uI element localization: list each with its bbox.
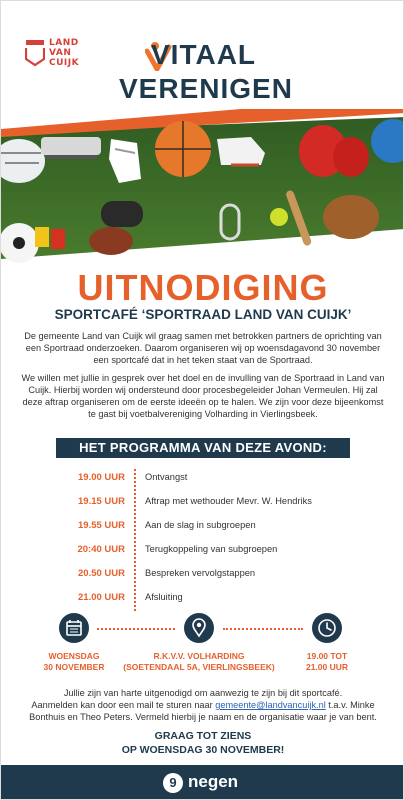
- land-van-cuijk-wordmark: [49, 38, 79, 68]
- schedule-description: Terugkoppeling van subgroepen: [145, 544, 278, 554]
- intro-paragraph: De gemeente Land van Cuijk wil graag samen met betrokken partners de oprichting van een Sportraad onderzoeken. Daarom organiseren wij op woensdagavond 30 november een sportcafé dat in het teken staat van de Sportraad.: [24, 331, 382, 365]
- schedule-description: Aftrap met wethouder Mevr. W. Hendriks: [145, 496, 312, 506]
- rugby-ball-icon: [89, 227, 133, 255]
- lvc-line: VAN: [49, 48, 72, 58]
- schedule-divider: [134, 565, 136, 587]
- yellow-card-icon: [35, 227, 49, 247]
- schedule-divider: [134, 493, 136, 515]
- red-card-icon: [51, 229, 65, 249]
- vitaal-verenigen-logo: [119, 39, 293, 104]
- location-line: R.K.V.V. VOLHARDING: [153, 651, 245, 661]
- time-line: 21.00 UUR: [305, 662, 349, 672]
- date-line: 30 NOVEMBER: [43, 662, 105, 672]
- negen-logo-mark: 9: [163, 773, 183, 793]
- schedule-divider: [134, 589, 136, 611]
- schedule-time: 19.15 UUR: [78, 496, 125, 507]
- closing-line: Jullie zijn van harte uitgenodigd om aanwezig te zijn bij dit sportcafé.: [63, 688, 343, 698]
- info-connector: [97, 628, 175, 630]
- date-label: [29, 651, 119, 673]
- time-line: 19.00 TOT: [306, 651, 348, 661]
- location-pin-icon: [184, 613, 214, 643]
- schedule-divider: [134, 517, 136, 539]
- schedule-description: Afsluiting: [145, 592, 183, 602]
- schedule-row: [61, 515, 361, 539]
- lvc-line: CUIJK: [49, 58, 80, 68]
- schedule-row: [61, 587, 361, 611]
- location-label: [119, 651, 279, 673]
- vitaal-word: VITAAL: [151, 39, 257, 70]
- schedule-row: [61, 539, 361, 563]
- greeting-line: GRAAG TOT ZIENS: [154, 730, 252, 742]
- schedule-row: [61, 563, 361, 587]
- location-line: (SOETENDAAL 5A, VIERLINGSBEEK): [123, 662, 275, 672]
- schedule-time: 21.00 UUR: [78, 592, 125, 603]
- land-van-cuijk-shield-icon: [25, 39, 45, 67]
- page-title: UITNODIGING: [77, 267, 329, 308]
- signup-text-end: t.a.v. Minke Bonthuis en Theo Peters. Vermeld hierbij je naam en de organisatie waar je van bent.: [29, 700, 377, 722]
- page-subtitle: SPORTCAFÉ ‘SPORTRAAD LAND VAN CUIJK’: [54, 307, 352, 322]
- schedule-divider: [134, 541, 136, 563]
- header: [1, 1, 404, 111]
- baseball-glove-icon: [323, 195, 379, 239]
- schedule-description: Bespreken vervolgstappen: [145, 568, 256, 578]
- negen-wordmark: negen: [188, 772, 239, 791]
- schedule-time: 20:40 UUR: [77, 544, 125, 555]
- verenigen-word: VERENIGEN: [119, 73, 293, 104]
- calendar-icon: [59, 613, 89, 643]
- schedule-list: [61, 467, 361, 611]
- greeting-line: OP WOENSDAG 30 NOVEMBER!: [121, 744, 285, 756]
- date-line: WOENSDAG: [48, 651, 100, 661]
- clock-icon: [312, 613, 342, 643]
- email-link[interactable]: gemeente@landvancuijk.nl: [215, 700, 326, 710]
- schedule-time: 19.00 UUR: [78, 472, 125, 483]
- schedule-row: [61, 491, 361, 515]
- schedule-description: Ontvangst: [145, 472, 188, 482]
- tennis-ball-icon: [270, 208, 288, 226]
- closing-paragraph: [21, 687, 385, 723]
- schedule-time: 19.55 UUR: [78, 520, 125, 531]
- program-heading: HET PROGRAMMA VAN DEZE AVOND:: [79, 440, 327, 455]
- schedule-divider: [134, 469, 136, 491]
- land-van-cuijk-logo: [25, 39, 95, 73]
- signup-text: [21, 699, 385, 723]
- signup-text-start: Aanmelden kan door een mail te sturen naar: [31, 700, 216, 710]
- skates-icon: [41, 137, 101, 159]
- table-tennis-paddle-icon: [101, 201, 143, 227]
- schedule-row: [61, 467, 361, 491]
- footer: [1, 765, 404, 800]
- program-heading-bar: [56, 438, 350, 458]
- negen-logo: [163, 773, 253, 795]
- schedule-time: 20.50 UUR: [78, 568, 125, 579]
- sports-equipment-banner: [1, 109, 404, 269]
- sports-banner-illustration: [1, 109, 404, 269]
- info-connector: [223, 628, 303, 630]
- lvc-line: LAND: [49, 38, 79, 48]
- time-label: [291, 651, 363, 673]
- details-paragraph: We willen met jullie in gesprek over het doel en de invulling van de Sportraad in Land van Cuijk. Hierbij worden wij ondersteund door procesbegeleider Johan Vermeulen. Hij zal deze aftrap organiseren om de eerste ideeën op te halen. We zijn voor deze bijeenkomst te gast bij voetbalvereniging Volharding in Vierlingsbeek.: [21, 373, 385, 419]
- schedule-description: Aan de slag in subgroepen: [145, 520, 256, 530]
